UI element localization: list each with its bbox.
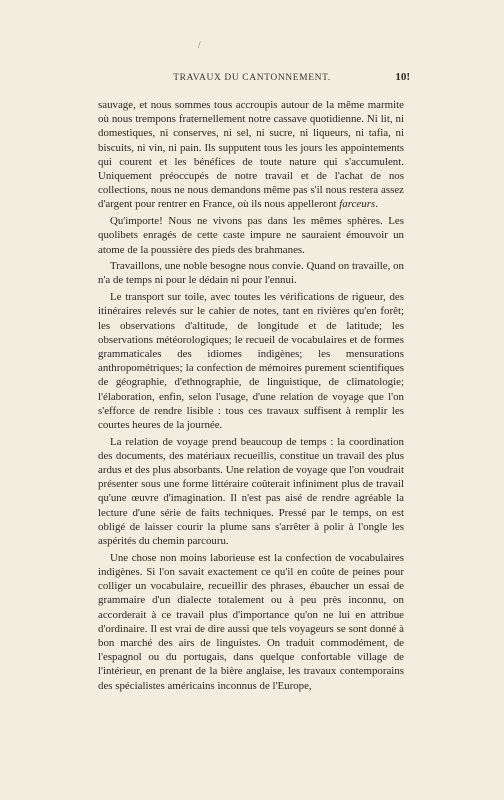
paragraph: Une chose non moins laborieuse est la confection de vocabulaires indigènes. Si l'on savait exactement ce qu'il en coûte de peines pour colliger un vocabulaire, recueillir des phrases, ébaucher un essai de grammaire d'un dialecte totalement ou à peu près inconnu, on accorderait à ce travail plus d'importance qu'on ne lui en attribue d'ordinaire. Il est vrai de dire aussi que tels voyageurs se sont donné à bon marché des airs de linguistes. On traduit commodément, de l'espagnol ou du portugais, dans quelque confortable village de l'intérieur, en prenant de la bière anglaise, les travaux contemporains des spécialistes américains inconnus de l'Europe,: [98, 551, 404, 692]
running-title: TRAVAUX DU CANTONNEMENT.: [173, 73, 331, 83]
stray-mark: /: [198, 40, 201, 50]
body-text: [98, 98, 404, 695]
italic-word: farceurs: [339, 198, 376, 211]
paragraph-tail: .: [375, 198, 378, 211]
paragraph-text: sauvage, et nous sommes tous accroupis autour de la même marmite où nous trempons fraternellement notre cassave quotidienne. Ni lit, ni domestiques, ni conserves, ni sel, ni sucre, ni liqueurs, ni tafia, ni biscuits, ni vin, ni pain. Ils supputent tous les jours les appointements qui courent et les bénéfices de toute nature qui s'accumulent. Uniquement préoccupés de notre travail et de l'achat de nos collections, nous ne nous demandons même pas s'il nous restera assez d'argent pour rentrer en France, où ils nous appelleront: [98, 99, 404, 211]
paragraph: Travaillons, une noble besogne nous convie. Quand on travaille, on n'a de temps ni pour le dédain ni pour l'ennui.: [98, 260, 404, 287]
paragraph: Le transport sur toile, avec toutes les vérifications de rigueur, des itinéraires relevés sur le cahier de notes, tant en rivières qu'en forêt; les observations d'altitude, de longitude et de latitude; les observations météorologiques; le recueil de vocabulaires et de formes grammaticales des idiomes indigènes; les mensurations anthropométriques; la confection de mémoires purement scientifiques de géographie, d'ethnographie, de linguistique, de climatologie; l'élaboration, enfin, selon l'usage, d'une relation de voyage que l'on s'efforce de rendre lisible : tous ces travaux suffisent à remplir les courtes heures de la journée.: [98, 291, 404, 431]
page-header: [0, 73, 504, 87]
page-number: 10!: [395, 71, 410, 83]
paragraph: [98, 98, 404, 212]
paragraph: La relation de voyage prend beaucoup de temps : la coordination des documents, des matériaux recueillis, constitue un travail des plus ardus et des plus absorbants. Une relation de voyage que l'on voudrait présenter sous une forme littéraire coûterait infiniment plus de travail qu'une œuvre d'imagination. Il n'est pas aisé de rendre agréable la lecture d'une série de faits techniques. Pressé par le temps, on est obligé de laisser courir la plume sans s'arrêter à polir à l'ongle les aspérités du chemin parcouru.: [98, 435, 404, 548]
paragraph: Qu'importe! Nous ne vivons pas dans les mêmes sphères. Les quolibets enragés de cette caste impure ne sauraient émouvoir un atome de la poussière des pieds des brahmanes.: [98, 215, 404, 256]
